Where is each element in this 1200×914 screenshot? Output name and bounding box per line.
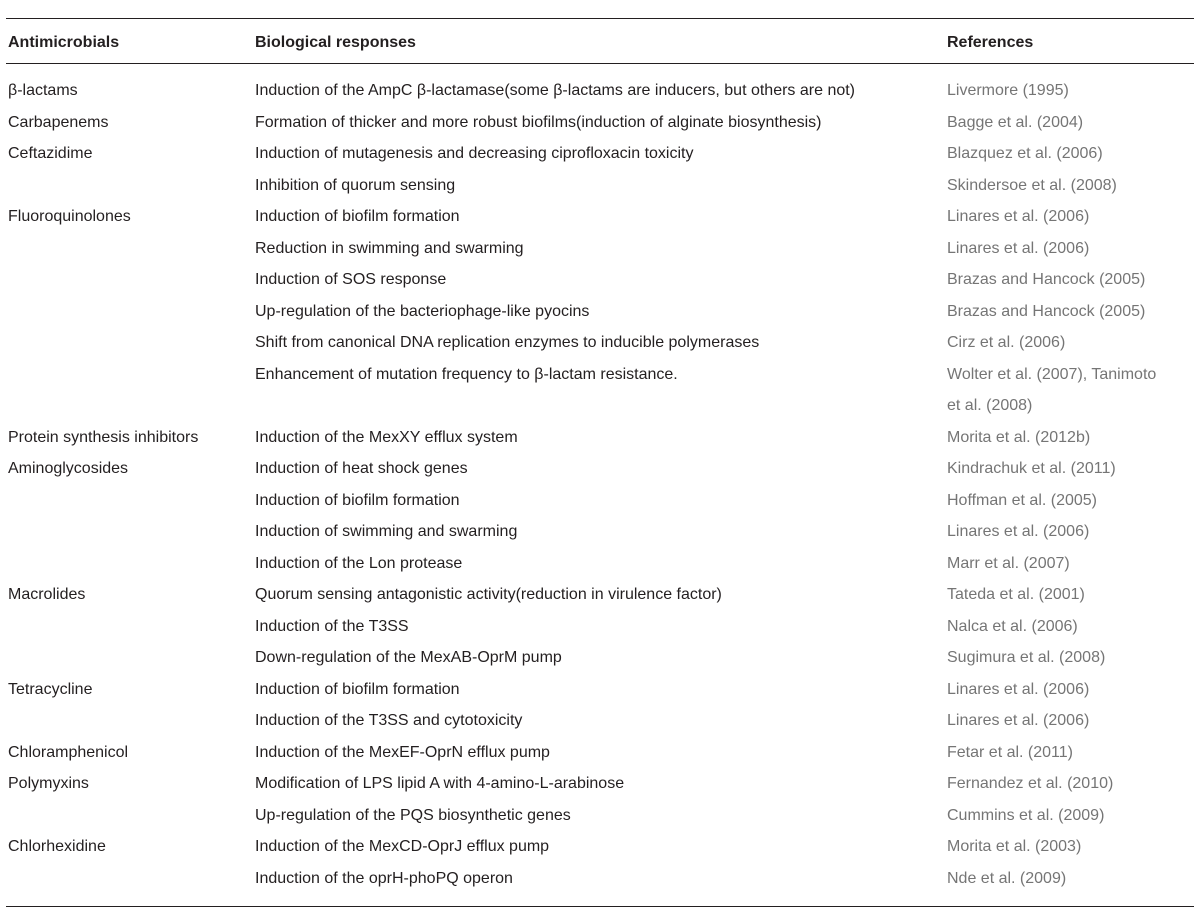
table-row [0, 863, 1200, 895]
reference-text: Nde et al. (2009) [947, 869, 1067, 887]
reference-text: Hoffman et al. (2005) [947, 491, 1098, 509]
cell-antimicrobial [0, 516, 255, 548]
reference-text: Brazas and Hancock (2005) [947, 271, 1146, 288]
cell-antimicrobial [0, 863, 255, 895]
table-row [0, 548, 1200, 580]
reference-text: Cirz et al. (2006) [947, 334, 1066, 351]
cell-biological-response: Quorum sensing antagonistic activity(reduction in virulence factor) [255, 586, 722, 603]
reference-text: Fetar et al. (2011) [947, 743, 1073, 761]
cell-reference [947, 737, 1200, 769]
table-row [0, 800, 1200, 832]
table-body [0, 75, 1200, 894]
cell-antimicrobial [0, 296, 255, 328]
cell-antimicrobial [0, 170, 255, 202]
table-row [0, 201, 1200, 233]
cell-reference [947, 863, 1200, 895]
cell-antimicrobial [0, 800, 255, 832]
cell-antimicrobial [0, 548, 255, 580]
cell-reference [947, 264, 1200, 296]
cell-antimicrobial: Ceftazidime [8, 145, 93, 162]
cell-biological-response: Down-regulation of the MexAB-OprM pump [255, 649, 562, 666]
cell-biological-response: Induction of mutagenesis and decreasing ciprofloxacin toxicity [255, 145, 694, 162]
cell-biological-response: Induction of the Lon protease [255, 554, 463, 572]
table-row [0, 264, 1200, 296]
table-row [0, 453, 1200, 485]
table-row [0, 674, 1200, 706]
table-row [0, 327, 1200, 359]
cell-reference [947, 705, 1200, 737]
cell-biological-response: Up-regulation of the PQS biosynthetic genes [255, 806, 571, 824]
cell-biological-response: Induction of heat shock genes [255, 460, 468, 477]
antimicrobial-response-table [0, 75, 1200, 894]
cell-biological-response: Up-regulation of the bacteriophage-like pyocins [255, 302, 590, 320]
table-row [0, 705, 1200, 737]
table-row [0, 611, 1200, 643]
table-row [0, 75, 1200, 107]
cell-reference [947, 170, 1200, 202]
cell-reference [947, 642, 1200, 674]
cell-reference [947, 800, 1200, 832]
cell-antimicrobial: Aminoglycosides [8, 460, 129, 477]
reference-text: Linares et al. (2006) [947, 712, 1090, 729]
header-biological-responses: Biological responses [255, 34, 416, 51]
table-row [0, 516, 1200, 548]
reference-text: Linares et al. (2006) [947, 523, 1090, 540]
cell-reference [947, 516, 1200, 548]
cell-biological-response: Induction of the T3SS and cytotoxicity [255, 712, 523, 729]
reference-text: Livermore (1995) [947, 82, 1069, 99]
cell-reference [947, 296, 1200, 328]
reference-text: Nalca et al. (2006) [947, 617, 1078, 635]
reference-text: Kindrachuk et al. (2011) [947, 460, 1116, 477]
cell-biological-response: Induction of SOS response [255, 271, 447, 288]
cell-biological-response: Induction of the MexXY efflux system [255, 428, 518, 446]
reference-text: Morita et al. (2003) [947, 838, 1082, 855]
table-row [0, 359, 1200, 422]
cell-biological-response: Induction of the MexEF-OprN efflux pump [255, 743, 550, 761]
table-row [0, 107, 1200, 139]
cell-reference [947, 359, 1200, 422]
reference-text: Morita et al. (2012b) [947, 428, 1091, 446]
cell-antimicrobial [0, 705, 255, 737]
cell-biological-response: Shift from canonical DNA replication enzymes to inducible polymerases [255, 334, 760, 351]
reference-text: Marr et al. (2007) [947, 554, 1070, 572]
table-row [0, 831, 1200, 863]
cell-antimicrobial: β-lactams [8, 82, 78, 99]
table-row [0, 296, 1200, 328]
cell-reference [947, 138, 1200, 170]
cell-biological-response: Induction of the AmpC β-lactamase(some β-lactams are inducers, but others are not) [255, 82, 856, 99]
reference-text: Linares et al. (2006) [947, 239, 1090, 257]
cell-antimicrobial [0, 264, 255, 296]
table-row [0, 737, 1200, 769]
cell-antimicrobial: Chlorhexidine [8, 838, 106, 855]
cell-biological-response: Reduction in swimming and swarming [255, 239, 524, 257]
table-row [0, 768, 1200, 800]
cell-antimicrobial [0, 485, 255, 517]
cell-antimicrobial: Chloramphenicol [8, 743, 129, 761]
cell-reference [947, 611, 1200, 643]
cell-biological-response: Inhibition of quorum sensing [255, 176, 456, 194]
cell-biological-response: Enhancement of mutation frequency to β-lactam resistance. [255, 365, 678, 383]
reference-text: Blazquez et al. (2006) [947, 145, 1103, 162]
cell-antimicrobial: Protein synthesis inhibitors [8, 428, 199, 446]
cell-reference [947, 75, 1200, 107]
table-row [0, 422, 1200, 454]
reference-text: Brazas and Hancock (2005) [947, 302, 1146, 320]
table-row [0, 233, 1200, 265]
cell-antimicrobial: Polymyxins [8, 775, 89, 792]
cell-reference [947, 327, 1200, 359]
cell-biological-response: Modification of LPS lipid A with 4-amino-L-arabinose [255, 775, 625, 792]
cell-biological-response: Induction of the T3SS [255, 617, 409, 635]
cell-reference [947, 422, 1200, 454]
cell-biological-response: Induction of the oprH-phoPQ operon [255, 869, 513, 887]
reference-text: Linares et al. (2006) [947, 208, 1090, 225]
cell-biological-response: Induction of the MexCD-OprJ efflux pump [255, 838, 550, 855]
cell-biological-response: Induction of biofilm formation [255, 208, 460, 225]
cell-antimicrobial: Carbapenems [8, 113, 109, 131]
cell-antimicrobial [0, 611, 255, 643]
cell-antimicrobial: Tetracycline [8, 680, 93, 698]
table-top-rule [6, 18, 1194, 19]
reference-text-continued: et al. (2008) [947, 397, 1033, 414]
cell-antimicrobial [0, 327, 255, 359]
cell-reference [947, 201, 1200, 233]
cell-reference [947, 233, 1200, 265]
cell-antimicrobial [0, 359, 255, 422]
cell-antimicrobial: Macrolides [8, 586, 86, 603]
cell-antimicrobial: Fluoroquinolones [8, 208, 131, 225]
table-header-rule [6, 63, 1194, 64]
table-row [0, 170, 1200, 202]
cell-reference [947, 485, 1200, 517]
cell-reference [947, 579, 1200, 611]
table-row [0, 485, 1200, 517]
table-bottom-rule [6, 906, 1194, 907]
cell-antimicrobial [0, 233, 255, 265]
cell-reference [947, 674, 1200, 706]
table-row [0, 642, 1200, 674]
cell-biological-response: Induction of swimming and swarming [255, 523, 518, 540]
reference-text: Fernandez et al. (2010) [947, 775, 1114, 792]
reference-text: Cummins et al. (2009) [947, 806, 1105, 824]
reference-text: Skindersoe et al. (2008) [947, 176, 1117, 194]
reference-text: Sugimura et al. (2008) [947, 649, 1106, 666]
reference-text: Tateda et al. (2001) [947, 586, 1085, 603]
reference-text: Wolter et al. (2007), Tanimoto [947, 365, 1157, 383]
cell-biological-response: Induction of biofilm formation [255, 680, 460, 698]
cell-reference [947, 548, 1200, 580]
cell-reference [947, 107, 1200, 139]
header-antimicrobials: Antimicrobials [8, 34, 120, 51]
cell-biological-response: Induction of biofilm formation [255, 491, 460, 509]
header-references: References [947, 34, 1034, 51]
reference-text: Bagge et al. (2004) [947, 113, 1084, 131]
cell-reference [947, 453, 1200, 485]
table-row [0, 138, 1200, 170]
table-row [0, 579, 1200, 611]
cell-biological-response: Formation of thicker and more robust biofilms(induction of alginate biosynthesis) [255, 113, 822, 131]
cell-reference [947, 768, 1200, 800]
cell-antimicrobial [0, 642, 255, 674]
cell-reference [947, 831, 1200, 863]
reference-text: Linares et al. (2006) [947, 680, 1090, 698]
